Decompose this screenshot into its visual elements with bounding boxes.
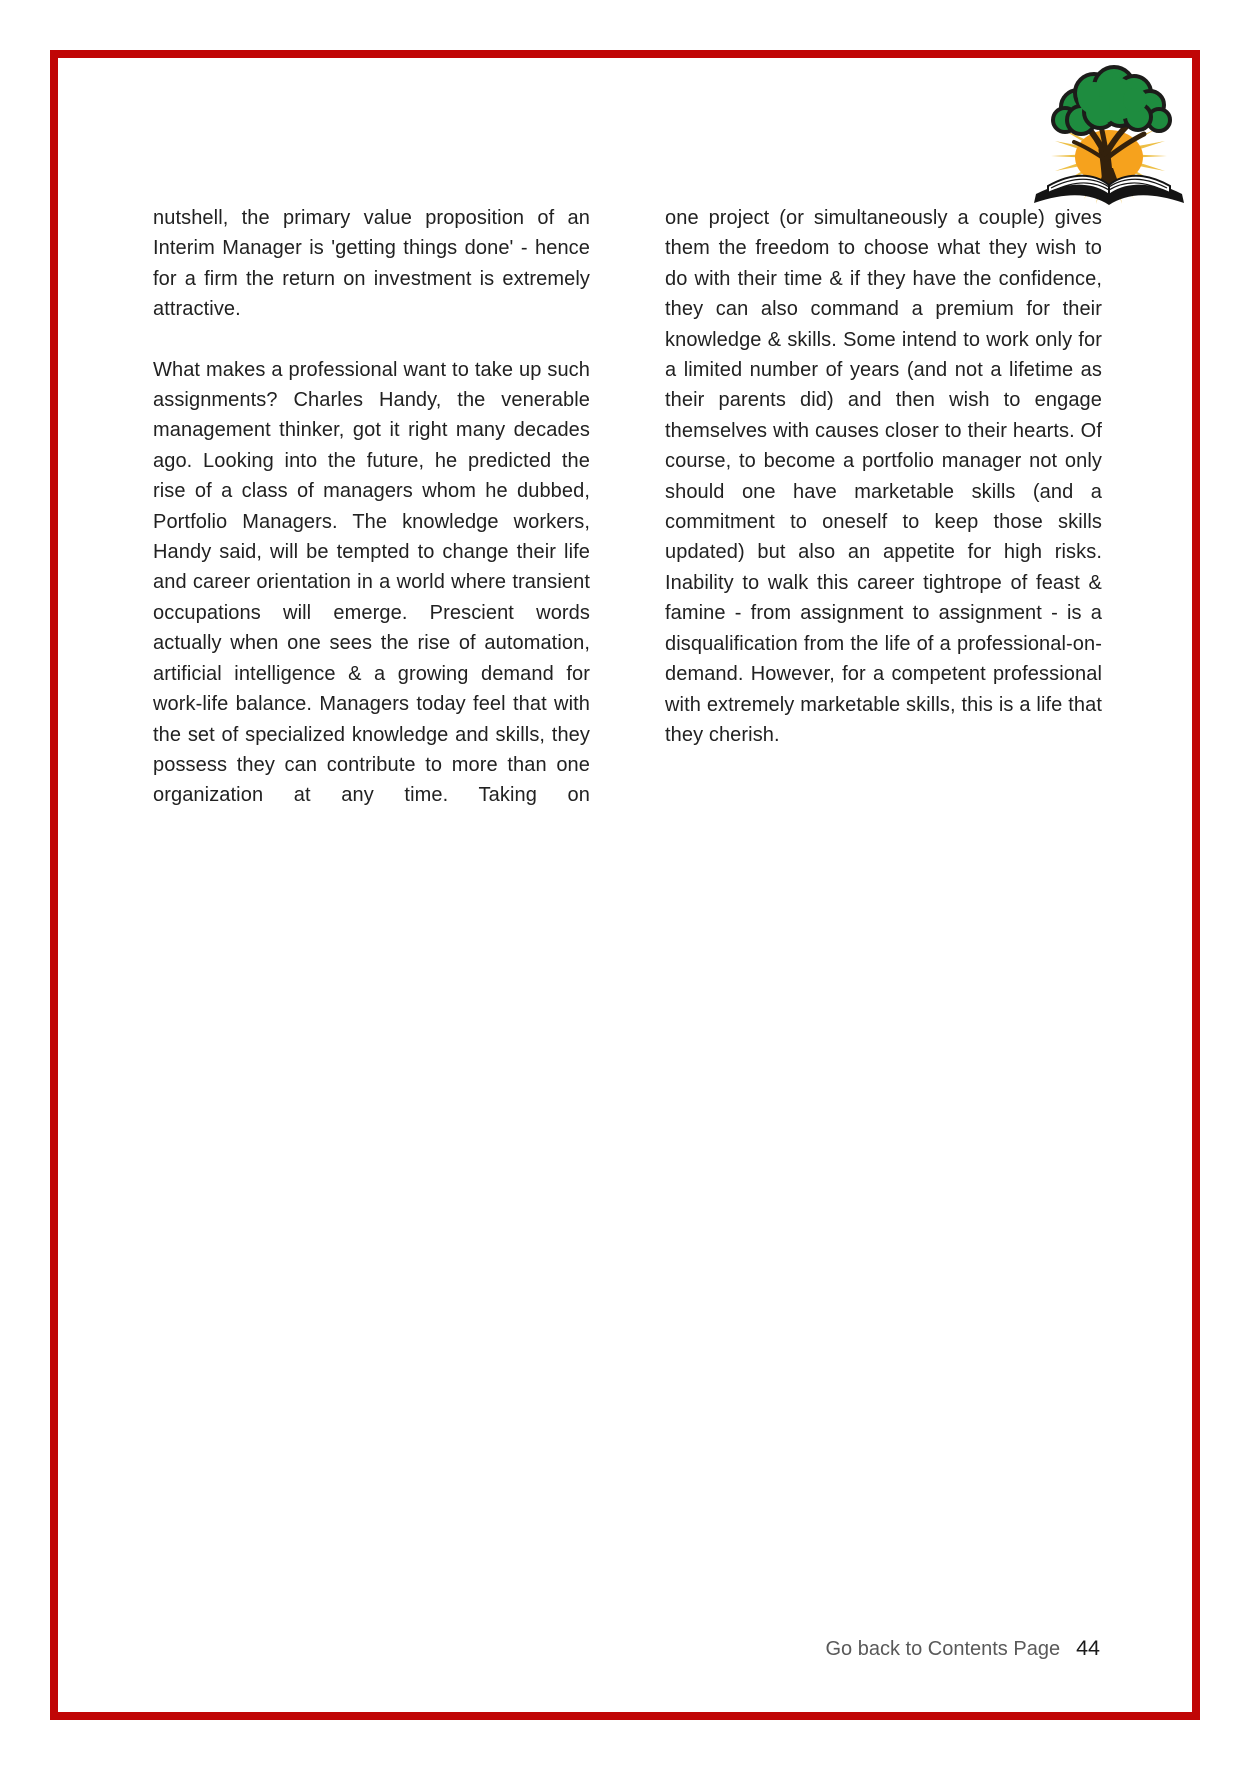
page-number: 44: [1076, 1636, 1100, 1660]
body-paragraph: one project (or simultaneously a couple) gives them the freedom to choose what they wish to do with their time & if they have the confidence, they can also command a premium for their knowledge & skills. Some intend to work only for a limited number of years (and not a lifetime as their parents did) and then wish to engage themselves with causes closer to their hearts. Of course, to become a portfolio manager not only should one have marketable skills (and a commitment to oneself to keep those skills updated) but also an appetite for high risks. Inability to walk this career tightrope of feast & famine - from assignment to assignment - is a disqualification from the life of a professional-on-demand. However, for a competent professional with extremely marketable skills, this is a life that they cherish.: [665, 207, 1102, 746]
left-column: [153, 203, 590, 811]
logo-container: [1028, 60, 1190, 212]
go-back-to-contents-link[interactable]: Go back to Contents Page: [825, 1638, 1061, 1660]
body-paragraph: nutshell, the primary value proposition of an Interim Manager is 'getting things done' - hence for a firm the return on investment is extremely attractive.: [153, 207, 590, 321]
body-paragraph: What makes a professional want to take up such assignments? Charles Handy, the venerable management thinker, got it right many decades ago. Looking into the future, he predicted the rise of a class of managers whom he dubbed, Portfolio Managers. The knowledge workers, Handy said, will be tempted to change their life and career orientation in a world where transient occupations will emerge. Prescient words actually when one sees the rise of automation, artificial intelligence & a growing demand for work-life balance. Managers today feel that with the set of specialized knowledge and skills, they possess they can contribute to more than one organization at any time. Taking on: [153, 358, 590, 807]
tree-over-open-book-logo-icon: [1028, 60, 1190, 212]
right-column: [665, 203, 1102, 811]
page-footer: [825, 1636, 1100, 1661]
article-body: [153, 203, 1102, 811]
